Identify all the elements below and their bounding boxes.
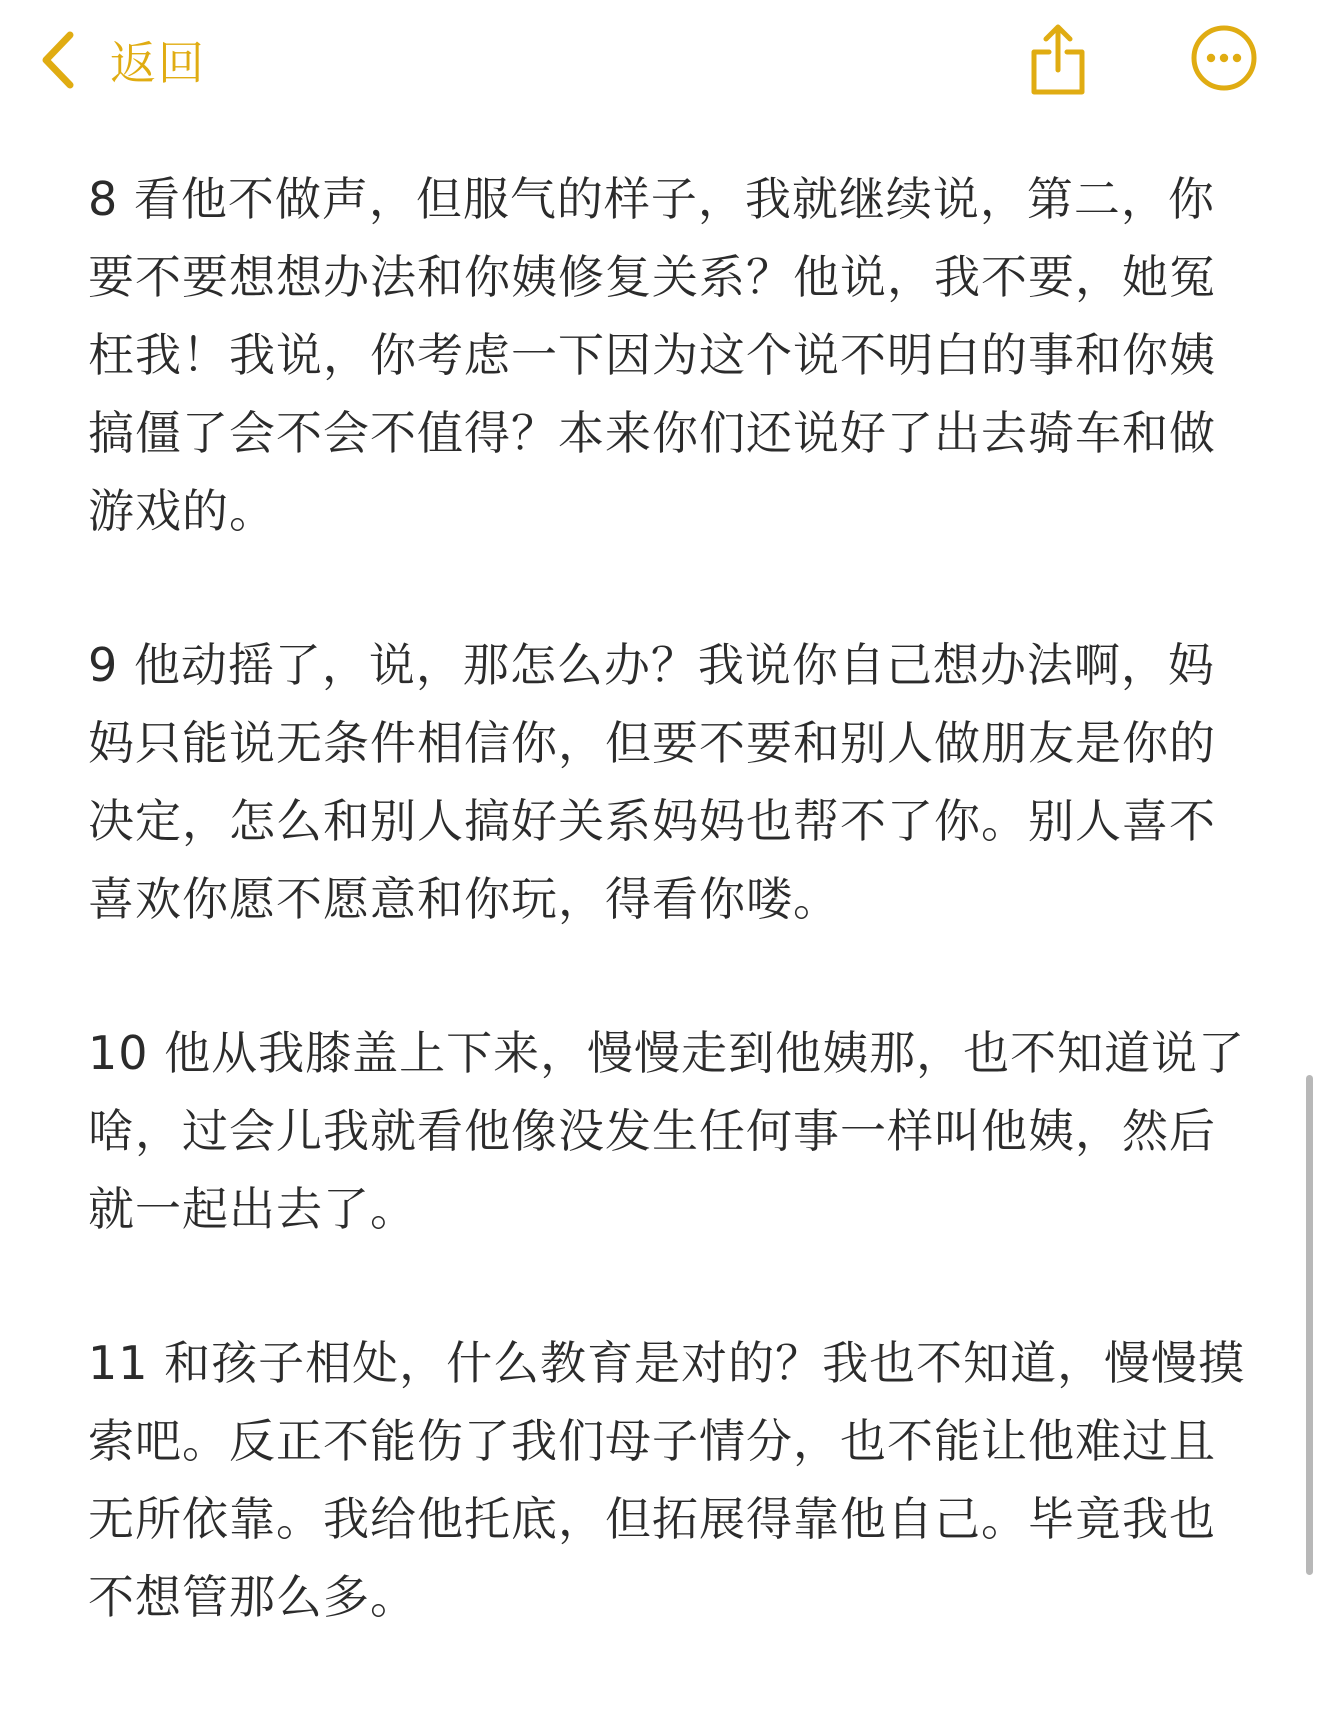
navigation-bar (0, 0, 1320, 130)
chevron-left-icon (38, 29, 78, 91)
note-paragraph: 10 他从我膝盖上下来，慢慢走到他姨那，也不知道说了啥，过会儿我就看他像没发生任何事一样叫他姨，然后就一起出去了。 (88, 1026, 1246, 1236)
back-label: 返回 (110, 36, 206, 90)
note-paragraph: 8 看他不做声，但服气的样子，我就继续说，第二，你要不要想想办法和你姨修复关系？他说，我不要，她冤枉我！我说，你考虑一下因为这个说不明白的事和你姨搞僵了会不会不值得？本来你们还说好了出去骑车和做游戏的。 (88, 172, 1216, 538)
note-paragraph: 9 他动摇了，说，那怎么办？我说你自己想办法啊，妈妈只能说无条件相信你，但要不要和别人做朋友是你的决定，怎么和别人搞好关系妈妈也帮不了你。别人喜不喜欢你愿不愿意和你玩，得看你喽。 (88, 638, 1216, 926)
share-icon[interactable] (1028, 22, 1088, 96)
back-button[interactable] (38, 28, 206, 92)
ellipsis-circle-icon[interactable] (1190, 24, 1258, 92)
note-paragraph: 11 和孩子相处，什么教育是对的？我也不知道，慢慢摸索吧。反正不能伤了我们母子情分，也不能让他难过且无所依靠。我给他托底，但拓展得靠他自己。毕竟我也不想管那么多。 (88, 1336, 1246, 1624)
vertical-scrollbar[interactable] (1306, 1075, 1313, 1575)
note-body[interactable] (88, 160, 1248, 1712)
